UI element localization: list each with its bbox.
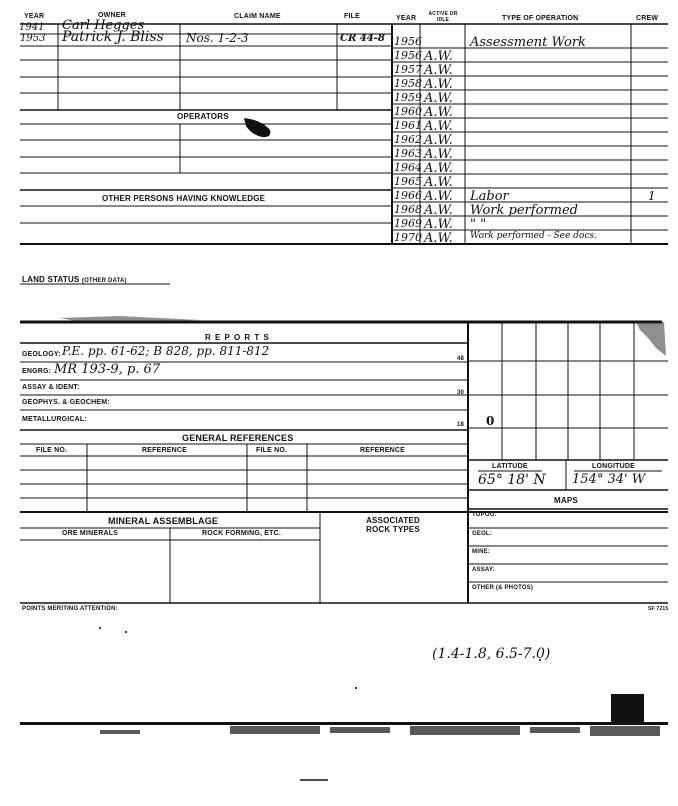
coordinate-annotation: (1.4-1.8, 6.5-7.0) [432,646,551,662]
grid-number-30: 30 [457,390,465,396]
activity-year: 1956 [394,35,422,48]
header-type-of-operation: TYPE OF OPERATION [502,15,579,22]
geol-label: GEOL: [472,531,492,537]
claim-row2-file: CR 44-8 [340,33,385,44]
file-no-header-1: FILE NO. [36,447,68,454]
activity-year: 1968 [394,203,422,216]
latitude-label: LATITUDE [492,463,528,470]
activity-year: 1961 [394,119,422,132]
activity-status: A.W. [424,77,453,92]
header-year-2: YEAR [396,15,417,22]
activity-status: A.W. [424,49,453,64]
other-photos-label: OTHER (& PHOTOS) [472,585,534,591]
points-meriting-label: POINTS MERITING ATTENTION: [22,606,118,612]
reports-title: R E P O R T S [205,333,270,342]
claim-row1-year: 1941 [19,22,45,33]
engrg-label: ENGRG: [22,368,52,375]
activity-year: 1958 [394,77,422,90]
assay-map-label: ASSAY: [472,567,495,573]
longitude-value: 154° 34' W [572,472,646,487]
engrg-value: MR 193-9, p. 67 [54,362,161,377]
activity-status: A.W. [424,105,453,120]
header-owner: OWNER [98,12,126,19]
activity-status: A.W. [424,203,453,218]
grid-mark: 0 [486,414,495,428]
rock-forming-header: ROCK FORMING, ETC. [202,530,282,537]
grid-number-18: 18 [457,422,465,428]
activity-type: Assessment Work [470,35,586,50]
activity-year: 1962 [394,133,422,146]
header-file: FILE [344,13,360,20]
activity-status: A.W. [424,231,453,246]
reference-header-2: REFERENCE [360,447,405,454]
file-no-header-2: FILE NO. [256,447,288,454]
geology-value: P.E. pp. 61-62; B 828, pp. 811-812 [62,344,270,358]
activity-status: A.W. [424,119,453,134]
grid-number-48: 48 [457,356,465,362]
activity-status: A.W. [424,147,453,162]
activity-crew: 1 [648,189,656,203]
activity-type: Labor [470,189,509,204]
mineral-assemblage-title: MINERAL ASSEMBLAGE [108,516,219,526]
geology-label: GEOLOGY: [22,351,61,358]
activity-year: 1966 [394,189,422,202]
activity-year: 1957 [394,63,422,76]
header-year: YEAR [24,13,45,20]
longitude-label: LONGITUDE [592,463,636,470]
mine-label: MINE: [472,549,490,555]
activity-status: A.W. [424,161,453,176]
activity-year: 1969 [394,217,422,230]
activity-year: 1965 [394,175,422,188]
geophys-label: GEOPHYS. & GEOCHEM: [22,399,110,406]
activity-type: Work performed [470,203,578,218]
maps-title: MAPS [554,496,578,505]
activity-type: " " [470,217,487,232]
other-persons-label: OTHER PERSONS HAVING KNOWLEDGE [102,194,266,203]
associated-rock-types-header: ASSOCIATED ROCK TYPES [365,516,420,534]
activity-status: A.W. [424,63,453,78]
activity-year: 1959 [394,91,422,104]
claim-row2-claim: Nos. 1-2-3 [186,31,249,45]
form-number: SF 7215 [648,606,669,612]
reference-header-1: REFERENCE [142,447,187,454]
header-crew: CREW [636,15,659,22]
land-status-label: LAND STATUS (OTHER DATA) [22,275,127,284]
activity-year: 1970 [394,231,422,244]
activity-status: A.W. [424,175,453,190]
assay-label: ASSAY & IDENT: [22,384,80,391]
ore-minerals-header: ORE MINERALS [62,530,119,537]
claim-row1-owner: Carl Hegges [62,18,145,33]
activity-status: A.W. [424,217,453,232]
claim-row2-year: 1953 [20,33,46,44]
general-references-title: GENERAL REFERENCES [182,433,294,443]
activity-year: 1964 [394,161,422,174]
activity-status: A.W. [424,91,453,106]
activity-status: A.W. [424,133,453,148]
activity-year: 1963 [394,147,422,160]
header-active-idle: ACTIVE OR IDLE [428,11,458,23]
header-claim-name: CLAIM NAME [234,13,281,20]
activity-year: 1960 [394,105,422,118]
operators-label: OPERATORS [177,112,229,121]
activity-type: Work performed - See docs. [470,231,597,241]
activity-status: A.W. [424,189,453,204]
topog-label: TOPOG: [472,512,497,518]
activity-year: 1956 [394,49,422,62]
claim-row2-owner: Patrick J. Bliss [62,29,164,45]
latitude-value: 65° 18' N [478,472,546,488]
metallurgical-label: METALLURGICAL: [22,416,87,423]
